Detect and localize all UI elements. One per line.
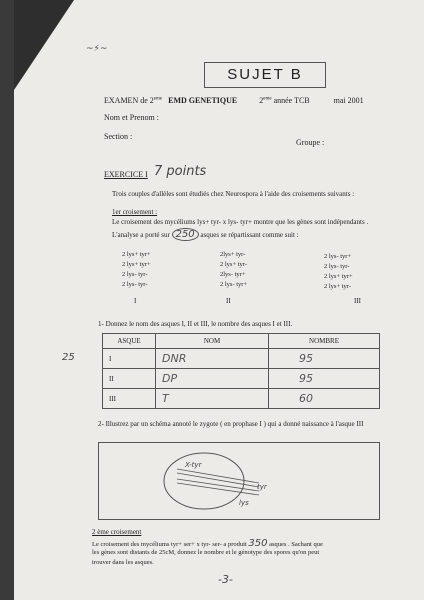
table-header-row [103,334,380,349]
exercise-title: EXERCICE I [104,170,148,179]
table-row: I DNR 95 [103,349,380,369]
exam-page [14,0,424,600]
cross2-heading: 2 ème croisement [92,528,142,536]
cross2-line1: Le croisement des mycéliums tyr+ ser+ x tyr- ser- a produit 350 asques . Sachant que [92,538,323,549]
group-label: Groupe : [296,138,325,147]
schema-label: X-tyr [185,461,202,469]
ascus-group-3: 2 lys- tyr+ 2 lys- tyr- 2 lys+ tyr+ 2 lys+ tyr- [324,253,353,290]
count-handwritten: 250 [172,228,199,241]
question-1: 1- Donnez le nom des asques I, II et III, le nombre des asques I et III. [98,320,293,328]
cross2-line3: trouver dans les asques. [92,559,154,566]
cross1-text-a: Le croisement des mycéliums lys+ tyr- x lys- tyr+ montre que les gènes sont indépendants . [112,218,369,226]
exam-date: mai 2001 [333,96,364,105]
ascus-group-1: 2 lys+ tyr+ 2 lys+ tyr+ 2 lys- tyr- 2 lys- tyr- [122,251,151,288]
schema-label: tyr [257,483,267,491]
name-label: Nom et Prenom : [104,113,159,122]
zygote-sketch [99,443,379,519]
col-header-nombre: NOMBRE [269,334,380,349]
ascus-label-1: I [134,297,137,305]
exam-title: SUJET B [227,66,303,83]
schema-box [98,442,380,520]
schema-label: lys [239,499,249,507]
table-row: III T 60 [103,389,380,409]
cross1-text-line2: L'analyse a porté sur 250 asques se répartissant comme suit : [112,229,299,240]
ascus-group-2: 2lys+ tyr- 2 lys+ tyr- 2lys- tyr+ 2 lys- tyr+ [220,251,248,288]
ascus-label-2: II [226,297,231,305]
table-row: II DP 95 [103,369,380,389]
exercise-intro: Trois couples d'allèles sont étudiés chez Neurospora à l'aide des croisements suivants : [112,190,355,198]
col-header-asque: ASQUE [103,334,156,349]
cross2-count: 350 [248,538,268,549]
points-handwritten: 7 points [154,164,207,179]
exam-line: EXAMEN de 2eme EMD GENETIQUE 2eme année TCB mai 2001 [104,96,364,105]
cross2-line2: les gènes sont distants de 25cM, donnez le nombre et le génotype des spores qu'on peut [92,549,320,556]
scribble-mark: ~⚡~ [86,44,108,54]
ascus-label-3: III [354,297,361,305]
margin-mark: 25 [62,352,75,363]
exam-name: EMD GENETIQUE [168,96,238,105]
ascus-table [102,333,380,409]
question-2: 2- Illustrez par un schéma annoté le zygote ( en prophase I ) qui a donné naissance à l'asque III [98,420,364,428]
scan-shadow [14,0,74,90]
title-box [204,62,326,88]
cross1-heading: 1er croisement : [112,208,158,216]
zygote-outline [164,453,244,509]
col-header-nom: NOM [156,334,269,349]
page-number: -3- [218,573,233,586]
section-label: Section : [104,132,133,141]
